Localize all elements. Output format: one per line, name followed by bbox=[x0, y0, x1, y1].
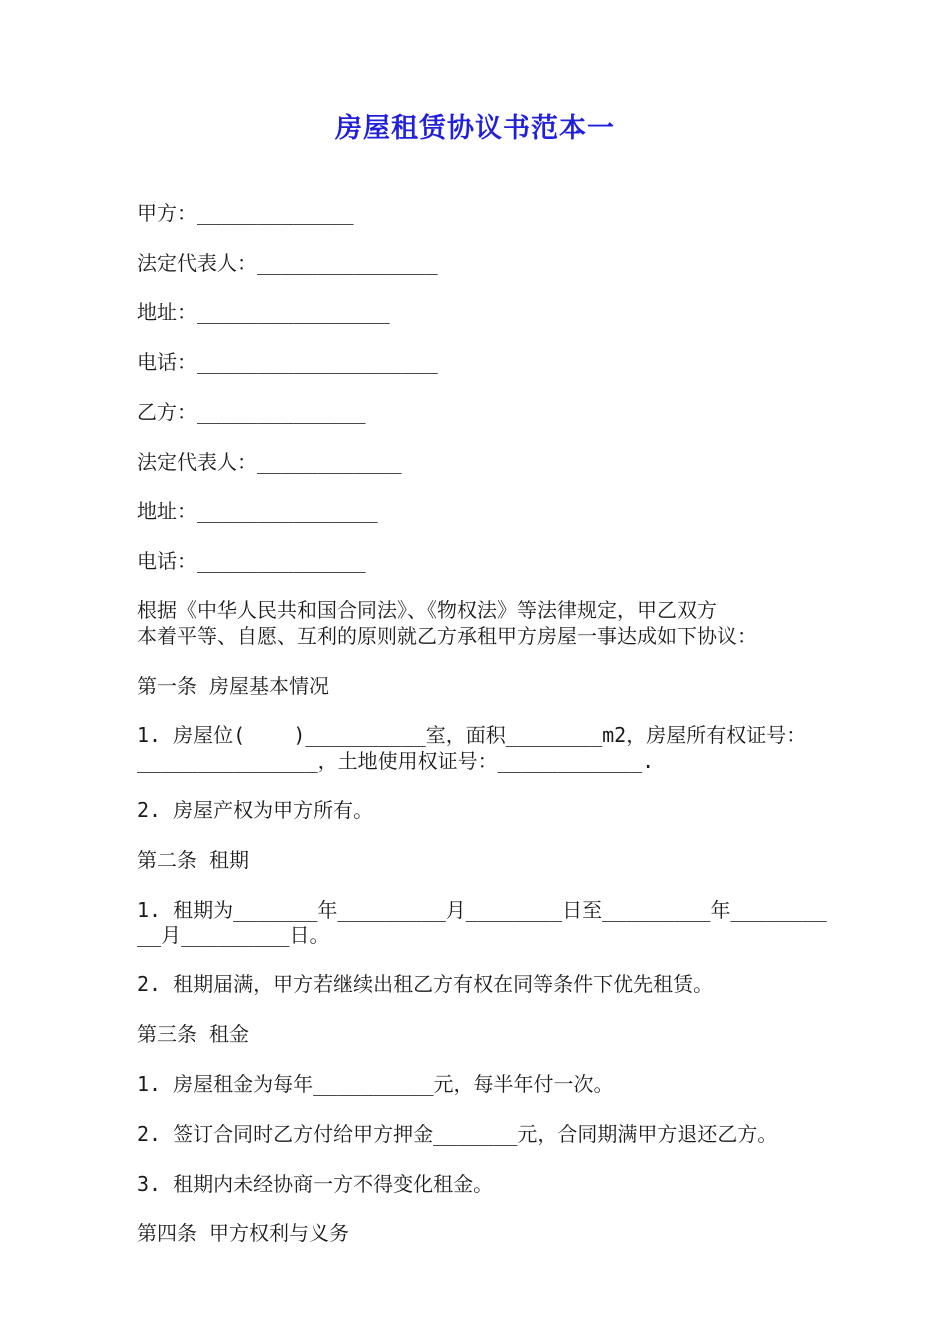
party-a-phone-line: 电话：____________________ bbox=[137, 350, 438, 374]
article-3-clause-2: 2. 签订合同时乙方付给甲方押金_______元，合同期满甲方退还乙方。 bbox=[137, 1122, 778, 1146]
party-b-representative-line: 法定代表人：____________ bbox=[137, 450, 402, 474]
party-b-line: 乙方：______________ bbox=[137, 400, 366, 424]
article-2-clause-1-line-2: __月_________日。 bbox=[137, 923, 330, 947]
article-3-heading: 第三条 租金 bbox=[137, 1022, 250, 1046]
document-title: 房屋租赁协议书范本一 bbox=[335, 113, 615, 144]
article-2-clause-2: 2. 租期届满，甲方若继续出租乙方有权在同等条件下优先租赁。 bbox=[137, 972, 714, 996]
article-4-heading: 第四条 甲方权利与义务 bbox=[137, 1221, 350, 1245]
party-a-representative-line: 法定代表人：_______________ bbox=[137, 251, 438, 275]
article-3-clause-3: 3. 租期内未经协商一方不得变化租金。 bbox=[137, 1172, 494, 1196]
party-a-address-line: 地址：________________ bbox=[137, 300, 390, 324]
party-b-address-line: 地址：_______________ bbox=[137, 499, 378, 523]
article-1-clause-2: 2. 房屋产权为甲方所有。 bbox=[137, 798, 374, 822]
article-2-heading: 第二条 租期 bbox=[137, 848, 250, 872]
article-2-clause-1-line-1: 1. 租期为_______年_________月________日至_________年________ bbox=[137, 898, 827, 922]
party-b-phone-line: 电话：______________ bbox=[137, 549, 366, 573]
preamble-line-1: 根据《中华人民共和国合同法》、《物权法》等法律规定，甲乙双方 bbox=[137, 598, 717, 622]
article-3-clause-1: 1. 房屋租金为每年__________元，每半年付一次。 bbox=[137, 1072, 614, 1096]
party-a-line: 甲方：_____________ bbox=[137, 201, 354, 225]
article-1-clause-1-line-2: _______________，土地使用权证号：____________. bbox=[137, 749, 655, 773]
article-1-heading: 第一条 房屋基本情况 bbox=[137, 674, 330, 698]
article-1-clause-1-line-1: 1. 房屋位( )__________室，面积________m2，房屋所有权证号： bbox=[137, 723, 807, 747]
preamble-line-2: 本着平等、自愿、互利的原则就乙方承租甲方房屋一事达成如下协议： bbox=[137, 624, 757, 648]
